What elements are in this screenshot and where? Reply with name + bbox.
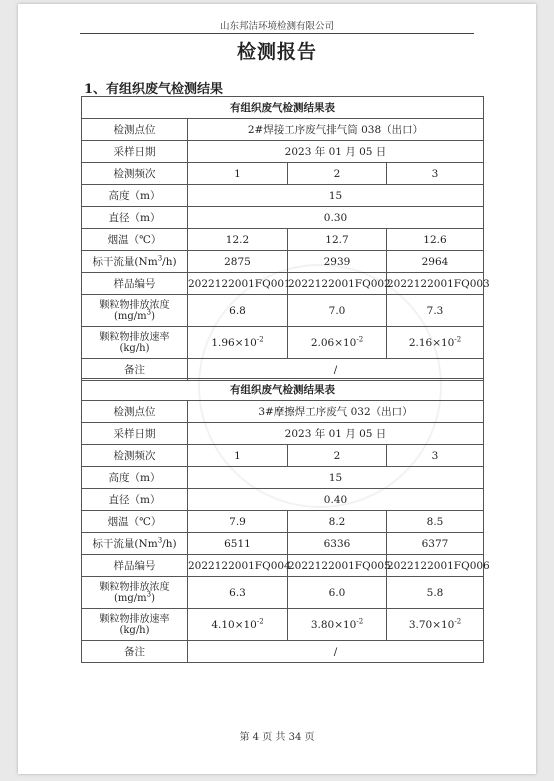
flow-cell: 2875 [188, 251, 288, 273]
temp-cell: 12.7 [288, 229, 387, 251]
row-label-temp: 烟温（℃） [82, 229, 188, 251]
rate-cell: $3.70\times 10^{-2}$ [387, 609, 484, 641]
row-label-diameter: 直径（m） [82, 489, 188, 511]
flow-cell: 2964 [387, 251, 484, 273]
temp-cell: 7.9 [188, 511, 288, 533]
conc-cell: 6.8 [188, 295, 288, 327]
height-value: 15 [188, 467, 484, 489]
row-label-point: 检测点位 [82, 119, 188, 141]
freq-cell: 2 [288, 163, 387, 185]
row-label-freq: 检测频次 [82, 163, 188, 185]
row-label-conc: 颗粒物排放浓度 $(mg/m^3)$ [82, 577, 188, 609]
rate-cell: $3.80\times 10^{-2}$ [288, 609, 387, 641]
conc-cell: 6.3 [188, 577, 288, 609]
height-value: 15 [188, 185, 484, 207]
results-table-2 [81, 378, 490, 663]
rate-cell: $2.06\times 10^{-2}$ [288, 327, 387, 359]
point-value: 2#焊接工序废气排气筒 038（出口） [188, 119, 484, 141]
freq-cell: 3 [387, 163, 484, 185]
sample-cell: 2022122001FQ006 [387, 555, 484, 577]
conc-cell: 5.8 [387, 577, 484, 609]
row-label-diameter: 直径（m） [82, 207, 188, 229]
page-footer: 第 4 页 共 34 页 [239, 732, 315, 743]
conc-cell: 7.0 [288, 295, 387, 327]
flow-cell: 6336 [288, 533, 387, 555]
freq-cell: 3 [387, 445, 484, 467]
row-label-rate: 颗粒物排放速率 (kg/h) [82, 327, 188, 359]
row-label-conc: 颗粒物排放浓度 $(mg/m^3)$ [82, 295, 188, 327]
rate-cell: $4.10\times 10^{-2}$ [188, 609, 288, 641]
row-label-remark: 备注 [82, 359, 188, 381]
row-label-sample: 样品编号 [82, 273, 188, 295]
point-value: 3#摩擦焊工序废气 032（出口） [188, 401, 484, 423]
sample-cell: 2022122001FQ005 [288, 555, 387, 577]
table-caption: 有组织废气检测结果表 [82, 379, 484, 401]
sample-cell: 2022122001FQ001 [188, 273, 288, 295]
remark-value: / [188, 359, 484, 381]
row-label-point: 检测点位 [82, 401, 188, 423]
row-label-rate: 颗粒物排放速率 (kg/h) [82, 609, 188, 641]
date-value: 2023 年 01 月 05 日 [188, 423, 484, 445]
sample-cell: 2022122001FQ003 [387, 273, 484, 295]
diameter-value: 0.30 [188, 207, 484, 229]
company-name: 山东邦洁环境检测有限公司 [219, 21, 334, 32]
report-page [18, 4, 536, 774]
row-label-height: 高度（m） [82, 467, 188, 489]
date-value: 2023 年 01 月 05 日 [188, 141, 484, 163]
row-label-date: 采样日期 [82, 423, 188, 445]
header-rule [80, 33, 474, 34]
row-label-height: 高度（m） [82, 185, 188, 207]
sample-cell: 2022122001FQ004 [188, 555, 288, 577]
sample-cell: 2022122001FQ002 [288, 273, 387, 295]
flow-cell: 6377 [387, 533, 484, 555]
diameter-value: 0.40 [188, 489, 484, 511]
section-heading: 1、有组织废气检测结果 [84, 82, 224, 97]
row-label-flow: 标干流量(Nm$^3$/h) [82, 533, 188, 555]
row-label-temp: 烟温（℃） [82, 511, 188, 533]
temp-cell: 12.2 [188, 229, 288, 251]
temp-cell: 8.5 [387, 511, 484, 533]
row-label-date: 采样日期 [82, 141, 188, 163]
freq-cell: 1 [188, 445, 288, 467]
row-label-remark: 备注 [82, 641, 188, 663]
row-label-sample: 样品编号 [82, 555, 188, 577]
table-caption: 有组织废气检测结果表 [82, 97, 484, 119]
row-label-freq: 检测频次 [82, 445, 188, 467]
row-label-flow: 标干流量(Nm$^3$/h) [82, 251, 188, 273]
temp-cell: 8.2 [288, 511, 387, 533]
freq-cell: 2 [288, 445, 387, 467]
flow-cell: 6511 [188, 533, 288, 555]
rate-cell: $2.16\times 10^{-2}$ [387, 327, 484, 359]
rate-cell: $1.96\times 10^{-2}$ [188, 327, 288, 359]
conc-cell: 6.0 [288, 577, 387, 609]
conc-cell: 7.3 [387, 295, 484, 327]
temp-cell: 12.6 [387, 229, 484, 251]
report-title: 检测报告 [236, 41, 317, 63]
remark-value: / [188, 641, 484, 663]
freq-cell: 1 [188, 163, 288, 185]
results-table-1 [81, 96, 490, 381]
flow-cell: 2939 [288, 251, 387, 273]
